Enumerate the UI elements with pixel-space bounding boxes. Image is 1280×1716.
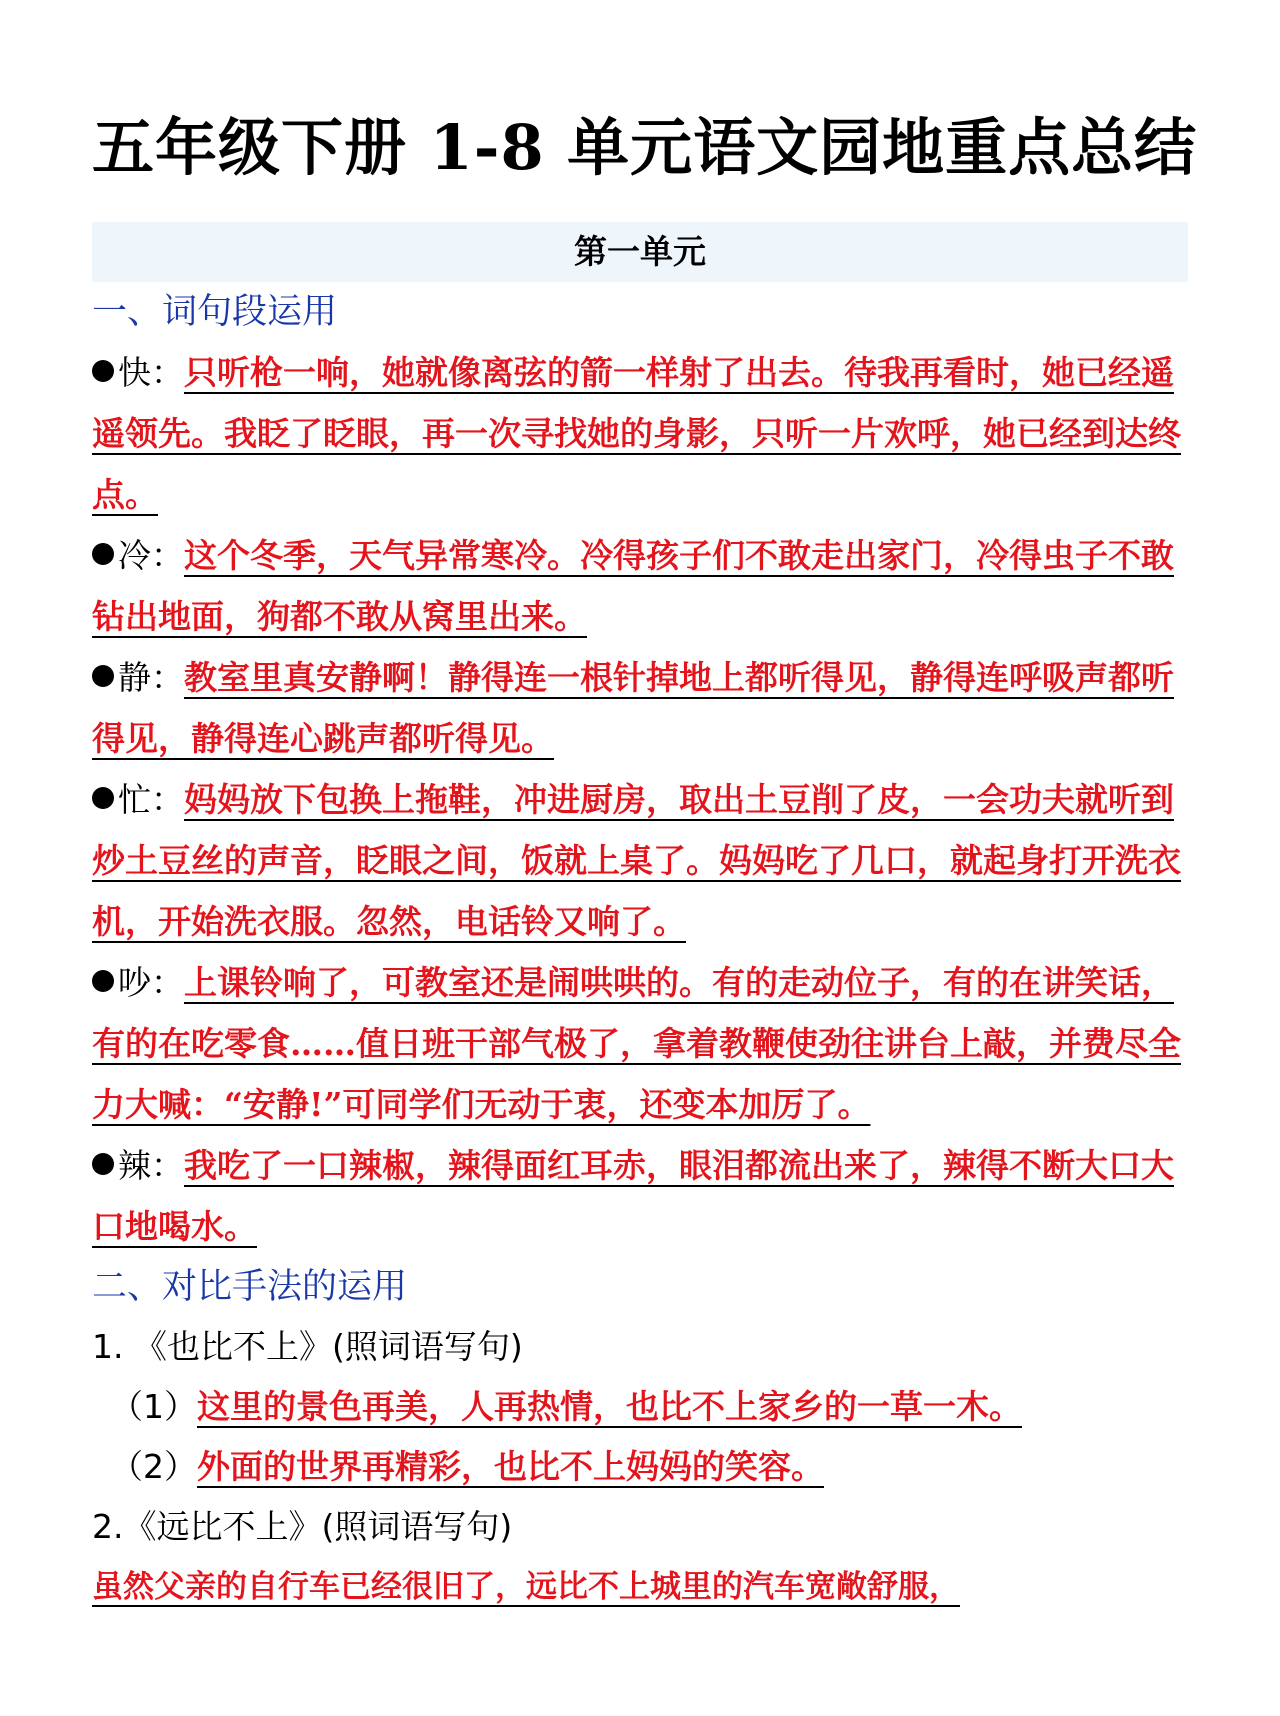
sub-text: 外面的世界再精彩，也比不上妈妈的笑容。 [197, 1447, 824, 1486]
sub-number: （1） [110, 1387, 197, 1426]
bullet-icon [92, 787, 114, 809]
unit-banner: 第一单元 [92, 222, 1188, 282]
entry-quiet [92, 647, 1188, 769]
entry-text: 这个冬季，天气异常寒冷。冷得孩子们不敢走出家门，冷得虫子不敢钻出地面，狗都不敢从窝里出来。 [92, 536, 1174, 636]
entry-label: 忙： [118, 780, 184, 819]
entry-cold [92, 525, 1188, 647]
entry-spicy [92, 1135, 1188, 1257]
entry-text: 妈妈放下包换上拖鞋，冲进厨房，取出土豆削了皮，一会功夫就听到炒土豆丝的声音，眨眼之间，饭就上桌了。妈妈吃了几口，就起身打开洗衣机，开始洗衣服。忽然，电话铃又响了。 [92, 780, 1181, 941]
section-heading-2: 二、对比手法的运用 [92, 1267, 408, 1307]
answer-text: 虽然父亲的自行车已经很旧了，远比不上城里的汽车宽敞舒服， [92, 1569, 960, 1605]
bullet-icon [92, 1153, 114, 1175]
entry-label: 辣： [118, 1146, 184, 1185]
entry-noisy [92, 952, 1188, 1135]
bullet-icon [92, 543, 114, 565]
entry-fast [92, 342, 1188, 525]
sub-number: （2） [110, 1447, 197, 1486]
exercise-answer-2 [92, 1557, 1188, 1617]
entry-text: 教室里真安静啊！静得连一根针掉地上都听得见，静得连呼吸声都听得见，静得连心跳声都听得见。 [92, 658, 1174, 758]
sub-text: 这里的景色再美，人再热情，也比不上家乡的一草一木。 [197, 1387, 1022, 1426]
entry-label: 吵： [118, 963, 184, 1002]
exercise-title-2: 2.《远比不上》(照词语写句) [92, 1507, 513, 1546]
entry-label: 快： [118, 353, 184, 392]
bullet-icon [92, 360, 114, 382]
bullet-icon [92, 970, 114, 992]
page-title: 五年级下册 1-8 单元语文园地重点总结 [92, 111, 1198, 184]
entry-text: 只听枪一响，她就像离弦的箭一样射了出去。待我再看时，她已经遥遥领先。我眨了眨眼，再一次寻找她的身影，只听一片欢呼，她已经到达终点。 [92, 353, 1181, 514]
entry-busy [92, 769, 1188, 952]
exercise-sub-2 [92, 1437, 1188, 1497]
exercise-title-1: 1. 《也比不上》(照词语写句) [92, 1327, 523, 1366]
exercise-sub-1 [92, 1377, 1188, 1437]
entry-text: 我吃了一口辣椒，辣得面红耳赤，眼泪都流出来了，辣得不断大口大口地喝水。 [92, 1146, 1174, 1246]
bullet-icon [92, 665, 114, 687]
entry-label: 静： [118, 658, 184, 697]
entry-text: 上课铃响了，可教室还是闹哄哄的。有的走动位子，有的在讲笑话，有的在吃零食……值日班干部气极了，拿着教鞭使劲往讲台上敲，并费尽全力大喊：“安静!”可同学们无动于衷，还变本加厉了。 [92, 963, 1181, 1124]
entry-label: 冷： [118, 536, 184, 575]
section-heading-1: 一、词句段运用 [92, 292, 338, 332]
